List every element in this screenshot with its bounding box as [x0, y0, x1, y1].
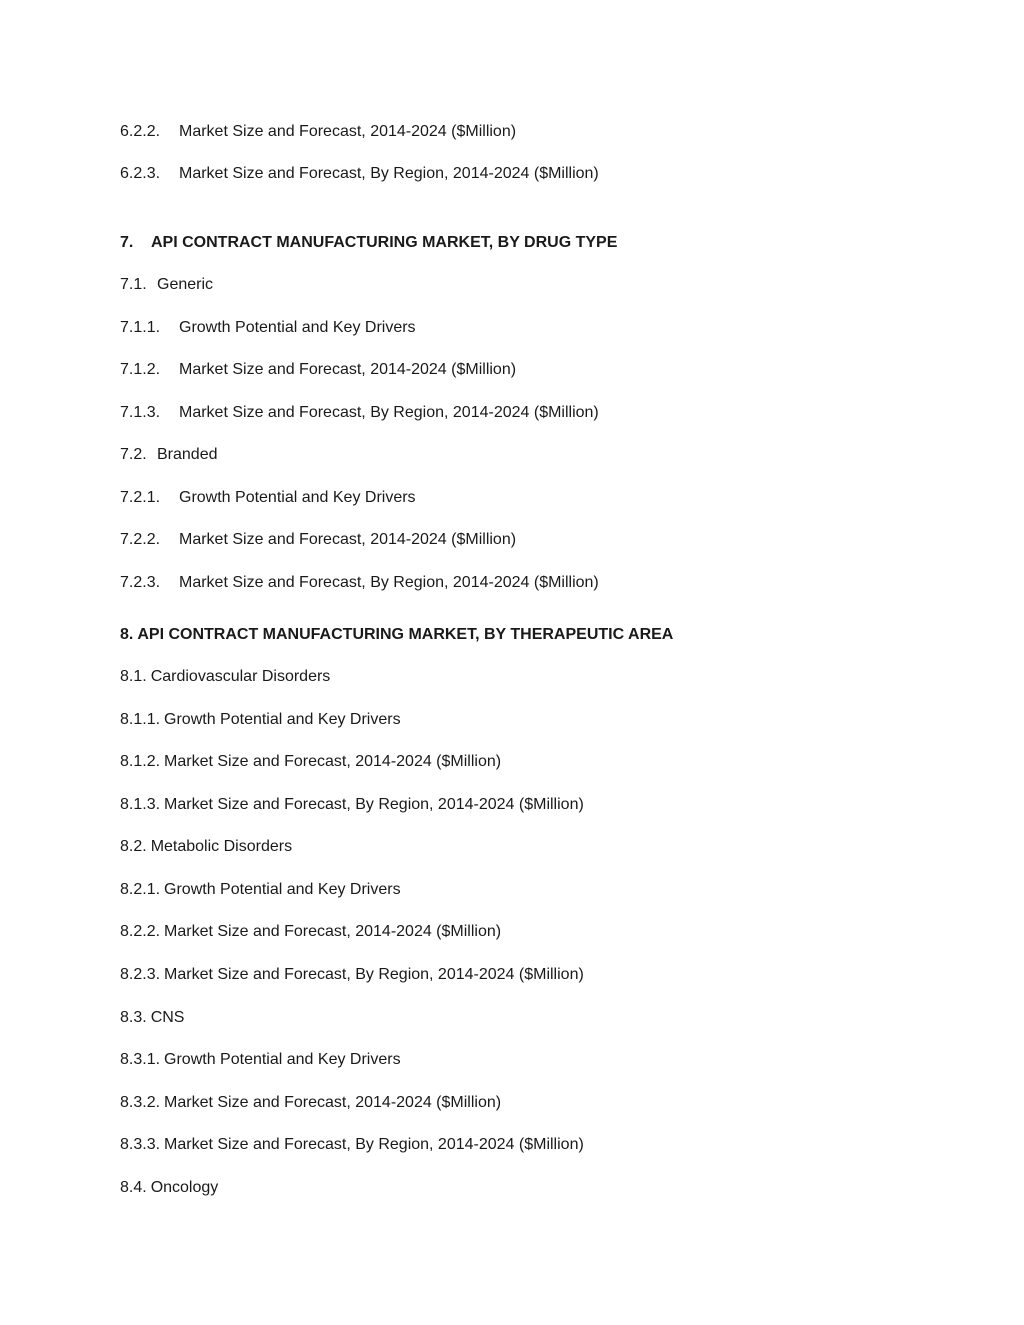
toc-entry-number: 8.1.3.: [120, 796, 161, 813]
toc-entry-number: 7.1.: [120, 276, 147, 293]
section-number: 8.: [120, 626, 134, 643]
toc-entry-8-2-2: [120, 922, 501, 942]
toc-entry-number: 7.1.1.: [120, 319, 161, 336]
toc-entry-number: 8.4.: [120, 1179, 147, 1196]
toc-entry-8-1-1: [120, 710, 401, 730]
toc-entry-number: 8.3.: [120, 1009, 147, 1026]
toc-entry-8-1-3: [120, 795, 584, 815]
toc-entry-7-1: [120, 275, 213, 295]
toc-entry-title: Growth Potential and Key Drivers: [179, 319, 416, 336]
toc-entry-6-2-3: [120, 164, 599, 184]
toc-entry-title: Metabolic Disorders: [150, 838, 293, 855]
toc-entry-number: 8.2.2.: [120, 923, 161, 940]
toc-entry-number: 8.1.2.: [120, 753, 161, 770]
toc-entry-7-2-1: [120, 488, 416, 508]
toc-entry-title: Growth Potential and Key Drivers: [179, 489, 416, 506]
toc-entry-title: Growth Potential and Key Drivers: [164, 1051, 401, 1068]
toc-entry-title: Market Size and Forecast, By Region, 2014-2024 ($Million): [179, 574, 599, 591]
toc-entry-8-3-1: [120, 1050, 401, 1070]
toc-entry-title: Market Size and Forecast, 2014-2024 ($Million): [179, 361, 517, 378]
toc-entry-number: 7.2.: [120, 446, 147, 463]
toc-entry-number: 6.2.2.: [120, 123, 161, 140]
toc-entry-title: Branded: [157, 446, 218, 463]
toc-entry-8-3-2: [120, 1093, 501, 1113]
toc-entry-7-2-3: [120, 573, 599, 593]
toc-entry-number: 8.1.1.: [120, 711, 161, 728]
toc-entry-6-2-2: [120, 122, 516, 142]
toc-entry-title: Growth Potential and Key Drivers: [164, 711, 401, 728]
toc-entry-number: 8.3.1.: [120, 1051, 161, 1068]
toc-entry-title: Generic: [157, 276, 214, 293]
toc-entry-7-1-3: [120, 403, 599, 423]
toc-entry-8-2-3: [120, 965, 584, 985]
toc-entry-title: CNS: [150, 1009, 185, 1026]
toc-entry-8-3: [120, 1008, 184, 1028]
toc-entry-8-1-2: [120, 752, 501, 772]
section-heading-8: [120, 625, 673, 645]
toc-entry-title: Market Size and Forecast, 2014-2024 ($Million): [164, 1094, 502, 1111]
toc-entry-title: Market Size and Forecast, 2014-2024 ($Million): [164, 923, 502, 940]
toc-entry-number: 7.1.3.: [120, 404, 161, 421]
toc-entry-title: Growth Potential and Key Drivers: [164, 881, 401, 898]
toc-entry-number: 7.1.2.: [120, 361, 161, 378]
toc-entry-number: 8.3.3.: [120, 1136, 161, 1153]
toc-entry-number: 7.2.3.: [120, 574, 161, 591]
toc-entry-number: 8.2.3.: [120, 966, 161, 983]
toc-entry-7-2: [120, 445, 218, 465]
toc-entry-title: Market Size and Forecast, By Region, 2014-2024 ($Million): [164, 796, 584, 813]
toc-entry-8-2: [120, 837, 292, 857]
toc-entry-number: 8.1.: [120, 668, 147, 685]
toc-entry-8-4: [120, 1178, 218, 1198]
toc-entry-number: 8.2.: [120, 838, 147, 855]
toc-entry-title: Market Size and Forecast, 2014-2024 ($Million): [179, 531, 517, 548]
toc-entry-number: 7.2.1.: [120, 489, 161, 506]
toc-entry-8-3-3: [120, 1135, 584, 1155]
section-number: 7.: [120, 234, 134, 251]
toc-entry-title: Market Size and Forecast, By Region, 2014-2024 ($Million): [179, 165, 599, 182]
section-heading-7: [120, 233, 617, 253]
toc-entry-8-1: [120, 667, 330, 687]
section-title: API CONTRACT MANUFACTURING MARKET, BY THERAPEUTIC AREA: [137, 626, 674, 643]
toc-entry-8-2-1: [120, 880, 401, 900]
toc-entry-number: 8.2.1.: [120, 881, 161, 898]
toc-entry-title: Market Size and Forecast, 2014-2024 ($Million): [179, 123, 517, 140]
toc-entry-title: Oncology: [150, 1179, 219, 1196]
toc-entry-7-1-1: [120, 318, 416, 338]
toc-entry-number: 8.3.2.: [120, 1094, 161, 1111]
toc-entry-7-2-2: [120, 530, 516, 550]
toc-entry-7-1-2: [120, 360, 516, 380]
toc-entry-title: Market Size and Forecast, By Region, 2014-2024 ($Million): [179, 404, 599, 421]
section-title: API CONTRACT MANUFACTURING MARKET, BY DRUG TYPE: [151, 234, 618, 251]
toc-entry-title: Cardiovascular Disorders: [150, 668, 331, 685]
toc-entry-title: Market Size and Forecast, By Region, 2014-2024 ($Million): [164, 966, 584, 983]
toc-entry-number: 7.2.2.: [120, 531, 161, 548]
toc-entry-number: 6.2.3.: [120, 165, 161, 182]
toc-entry-title: Market Size and Forecast, By Region, 2014-2024 ($Million): [164, 1136, 584, 1153]
toc-entry-title: Market Size and Forecast, 2014-2024 ($Million): [164, 753, 502, 770]
